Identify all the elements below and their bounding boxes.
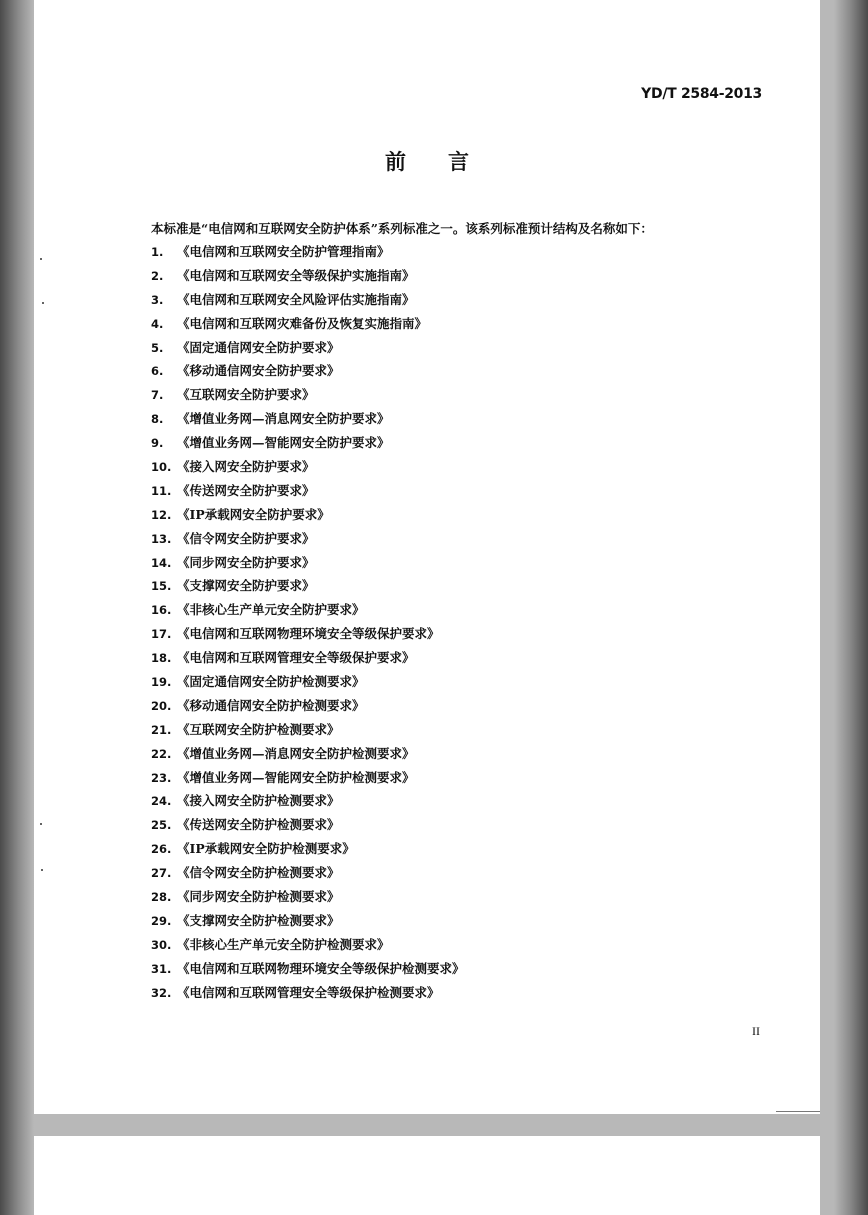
list-item-number: 4. [151,316,164,331]
next-page-edge [34,1136,820,1215]
list-item-title: 《信令网安全防护检测要求》 [177,865,340,881]
list-item-title: 《固定通信网安全防护检测要求》 [177,674,365,690]
list-item-title: 《支撑网安全防护检测要求》 [177,912,340,928]
list-item-title: 《同步网安全防护检测要求》 [177,889,340,905]
list-item-number: 17. [151,627,172,642]
list-item-number: 23. [151,770,172,785]
list-item [151,361,465,385]
list-item-number: 19. [151,675,172,690]
list-item-number: 30. [151,937,172,952]
list-item-number: 9. [151,436,164,451]
list-item-number: 7. [151,388,164,403]
list-item [151,959,465,983]
list-item-title: 《IP承载网安全防护检测要求》 [177,841,355,857]
list-item [151,529,465,553]
list-item [151,409,465,433]
list-item [151,911,465,935]
intro-paragraph: 本标准是“电信网和互联网安全防护体系”系列标准之一。该系列标准预计结构及名称如下： [151,221,653,236]
list-item-number: 26. [151,842,172,857]
list-item-title: 《电信网和互联网管理安全等级保护检测要求》 [177,984,440,1000]
list-item-number: 14. [151,555,172,570]
list-item [151,576,465,600]
list-item-number: 24. [151,794,172,809]
list-item-number: 13. [151,531,172,546]
list-item [151,505,465,529]
list-item-title: 《增值业务网—智能网安全防护要求》 [177,435,390,451]
list-item-number: 25. [151,818,172,833]
list-item-title: 《固定通信网安全防护要求》 [177,339,340,355]
list-item-title: 《传送网安全防护检测要求》 [177,817,340,833]
list-item-number: 6. [151,364,164,379]
list-item-number: 10. [151,460,172,475]
list-item [151,481,465,505]
list-item-number: 27. [151,866,172,881]
list-item-title: 《电信网和互联网管理安全等级保护要求》 [177,650,415,666]
list-item-title: 《支撑网安全防护要求》 [177,578,315,594]
list-item-title: 《同步网安全防护要求》 [177,554,315,570]
list-item-number: 15. [151,579,172,594]
document-code: YD/T 2584-2013 [641,86,762,102]
list-item-title: 《互联网安全防护要求》 [177,387,315,403]
list-item-title: 《非核心生产单元安全防护检测要求》 [177,936,390,952]
list-item-number: 28. [151,890,172,905]
list-item [151,672,465,696]
list-item-title: 《信令网安全防护要求》 [177,530,315,546]
list-item-title: 《非核心生产单元安全防护要求》 [177,602,365,618]
list-item [151,433,465,457]
list-item [151,791,465,815]
list-item-number: 16. [151,603,172,618]
list-item-number: 29. [151,913,172,928]
page-title: 前言 [385,149,511,174]
standards-list [151,242,465,1007]
list-item-title: 《接入网安全防护检测要求》 [177,793,340,809]
page-number: II [752,1024,760,1038]
list-item-number: 8. [151,412,164,427]
list-item-number: 18. [151,651,172,666]
list-item-title: 《电信网和互联网安全等级保护实施指南》 [177,267,415,283]
list-item-title: 《移动通信网安全防护要求》 [177,363,340,379]
list-item [151,768,465,792]
document-page [34,0,820,1114]
list-item [151,553,465,577]
list-item [151,720,465,744]
list-item-title: 《电信网和互联网安全风险评估实施指南》 [177,291,415,307]
list-item-number: 5. [151,340,164,355]
list-item-title: 《增值业务网—消息网安全防护检测要求》 [177,745,415,761]
list-item [151,457,465,481]
scan-speck [40,258,42,260]
scan-speck [41,869,43,871]
scan-speck [42,302,44,304]
list-item [151,600,465,624]
list-item-number: 21. [151,722,172,737]
list-item [151,863,465,887]
list-item-title: 《传送网安全防护要求》 [177,482,315,498]
list-item [151,338,465,362]
list-item-number: 2. [151,268,164,283]
list-item [151,624,465,648]
scan-speck [40,823,42,825]
list-item [151,648,465,672]
list-item [151,935,465,959]
list-item-number: 1. [151,245,164,259]
list-item [151,290,465,314]
list-item-number: 11. [151,483,172,498]
list-item-title: 《电信网和互联网安全防护管理指南》 [177,244,390,259]
list-item [151,815,465,839]
list-item [151,839,465,863]
list-item [151,696,465,720]
list-item-title: 《电信网和互联网物理环境安全等级保护要求》 [177,626,440,642]
list-item [151,266,465,290]
list-item-number: 22. [151,746,172,761]
list-item [151,887,465,911]
list-item-title: 《电信网和互联网灾难备份及恢复实施指南》 [177,315,428,331]
list-item-title: 《IP承载网安全防护要求》 [177,506,330,522]
list-item [151,314,465,338]
list-item-number: 20. [151,698,172,713]
list-item-title: 《接入网安全防护要求》 [177,459,315,475]
list-item [151,385,465,409]
list-item-title: 《增值业务网—消息网安全防护要求》 [177,411,390,427]
list-item [151,242,465,266]
list-item-number: 3. [151,292,164,307]
list-item-title: 《移动通信网安全防护检测要求》 [177,697,365,713]
list-item-title: 《电信网和互联网物理环境安全等级保护检测要求》 [177,960,465,976]
list-item-title: 《互联网安全防护检测要求》 [177,721,340,737]
list-item [151,744,465,768]
page-edge-line [776,1111,820,1112]
list-item-number: 31. [151,961,172,976]
list-item [151,983,465,1007]
list-item-number: 32. [151,985,172,1000]
list-item-number: 12. [151,507,172,522]
list-item-title: 《增值业务网—智能网安全防护检测要求》 [177,769,415,785]
